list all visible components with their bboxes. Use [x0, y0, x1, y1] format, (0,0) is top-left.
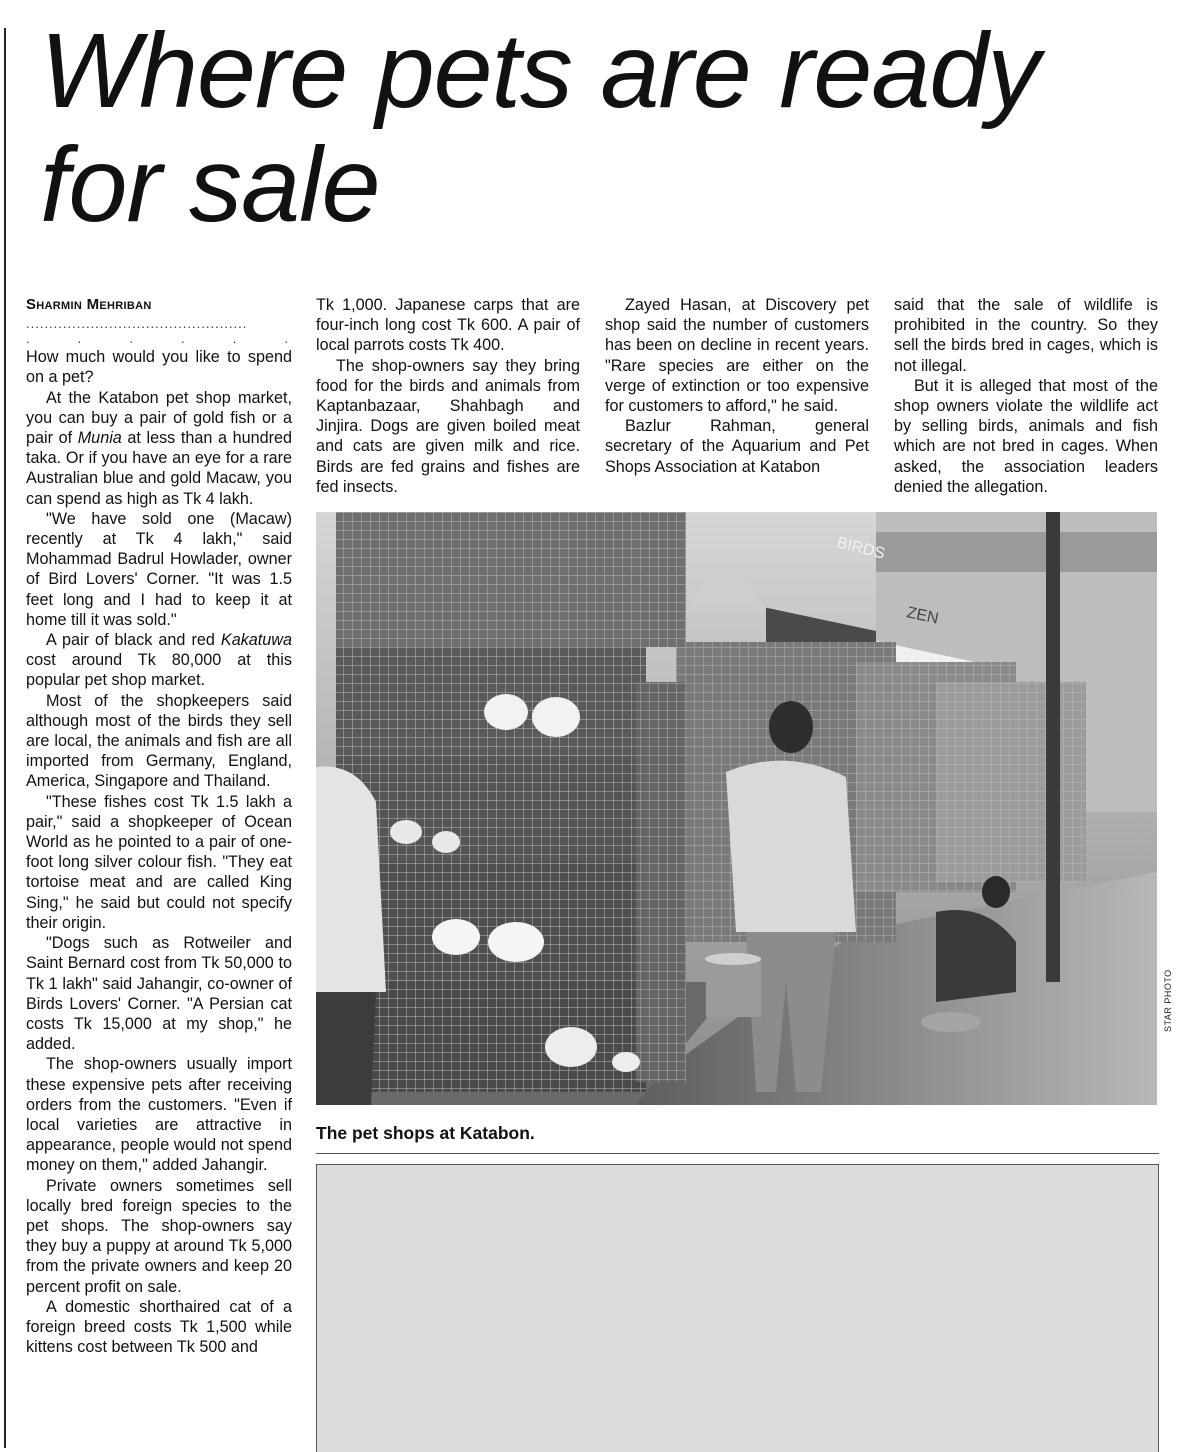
- paragraph: At the Katabon pet shop market, you can buy a pair of gold fish or a pair of Munia at less than a hundred taka. Or if you have an eye for a rare Australian blue and gold Macaw, you can spend as high as Tk 4 lakh.: [26, 388, 292, 508]
- paragraph: Tk 1,000. Japanese carps that are four-inch long cost Tk 600. A pair of local parrots costs Tk 400.: [316, 296, 580, 355]
- blank-ad-box: [316, 1164, 1159, 1452]
- paragraph: But it is alleged that most of the shop owners violate the wildlife act by selling birds, animals and fish which are not bred in cages. When asked, the association leaders denied the allegation.: [894, 376, 1158, 496]
- paragraph: Most of the shopkeepers said although most of the birds they sell are local, the animals and fish are all imported from Germany, England, America, Singapore and Thailand.: [26, 691, 292, 791]
- photo-illustration: [316, 512, 1157, 1105]
- svg-text:BIRDS: BIRDS: [835, 534, 887, 563]
- paragraph: said that the sale of wildlife is prohibited in the country. So they sell the birds bred in cages, which is not illegal.: [894, 296, 1158, 375]
- photo-credit: STAR PHOTO: [1163, 969, 1173, 1032]
- paragraph: How much would you like to spend on a pet?: [26, 348, 292, 387]
- paragraph: Private owners sometimes sell locally bred foreign species to the pet shops. The shop-owners say they buy a puppy at around Tk 5,000 from the private owners and keep 20 percent profit on sale.: [26, 1176, 292, 1296]
- article-column-4: [894, 295, 1158, 497]
- pet-shop-photo: [316, 512, 1157, 1105]
- byline-dots-row: . . . . . .: [26, 331, 288, 347]
- paragraph: A pair of black and red Kakatuwa cost around Tk 80,000 at this popular pet shop market.: [26, 631, 292, 690]
- left-column-rule: [4, 28, 6, 1448]
- paragraph: Zayed Hasan, at Discovery pet shop said the number of customers has been on decline in recent years. "Rare species are either on the verge of extinction or too expensive for customers to afford," he said.: [605, 296, 869, 416]
- photo-caption: The pet shops at Katabon.: [316, 1123, 535, 1143]
- caption-divider: [316, 1153, 1159, 1154]
- paragraph: "We have sold one (Macaw) recently at Tk 4 lakh," said Mohammad Badrul Howlader, owner of Bird Lovers' Corner. "It was 1.5 feet long and I had to keep it at home till it was sold.": [26, 509, 292, 629]
- article-column-2: [316, 295, 580, 497]
- paragraph: The shop-owners usually import these expensive pets after receiving orders from the customers. "Even if local varieties are attractive in appearance, people would not spend money on them," added Jahangir.: [26, 1055, 292, 1175]
- article-column-1: [26, 295, 292, 1357]
- svg-text:ZEN: ZEN: [905, 604, 941, 628]
- byline-dots: ................................................: [26, 317, 248, 332]
- paragraph: "Dogs such as Rotweiler and Saint Bernard cost from Tk 50,000 to Tk 1 lakh" said Jahangir, co-owner of Birds Lovers' Corner. "A Persian cat costs Tk 15,000 at my shop," he added.: [26, 934, 292, 1054]
- article-column-3: [605, 295, 869, 477]
- paragraph: The shop-owners say they bring food for the birds and animals from Kaptanbazaar, Shahbagh and Jinjira. Dogs are given boiled meat and cats are given milk and rice. Birds are fed grains and fishes are fed insects.: [316, 356, 580, 496]
- paragraph: Bazlur Rahman, general secretary of the Aquarium and Pet Shops Association at Katabon: [605, 417, 869, 476]
- byline: Sharmin Mehriban: [26, 296, 152, 313]
- paragraph: A domestic shorthaired cat of a foreign breed costs Tk 1,500 while kittens cost between Tk 500 and: [26, 1297, 292, 1357]
- headline: Where pets are ready for sale: [40, 12, 1040, 244]
- paragraph: "These fishes cost Tk 1.5 lakh a pair," said a shopkeeper of Ocean World as he pointed to a pair of one-foot long silver colour fish. "They eat tortoise meat and are called King Sing," he said but could not specify their origin.: [26, 792, 292, 932]
